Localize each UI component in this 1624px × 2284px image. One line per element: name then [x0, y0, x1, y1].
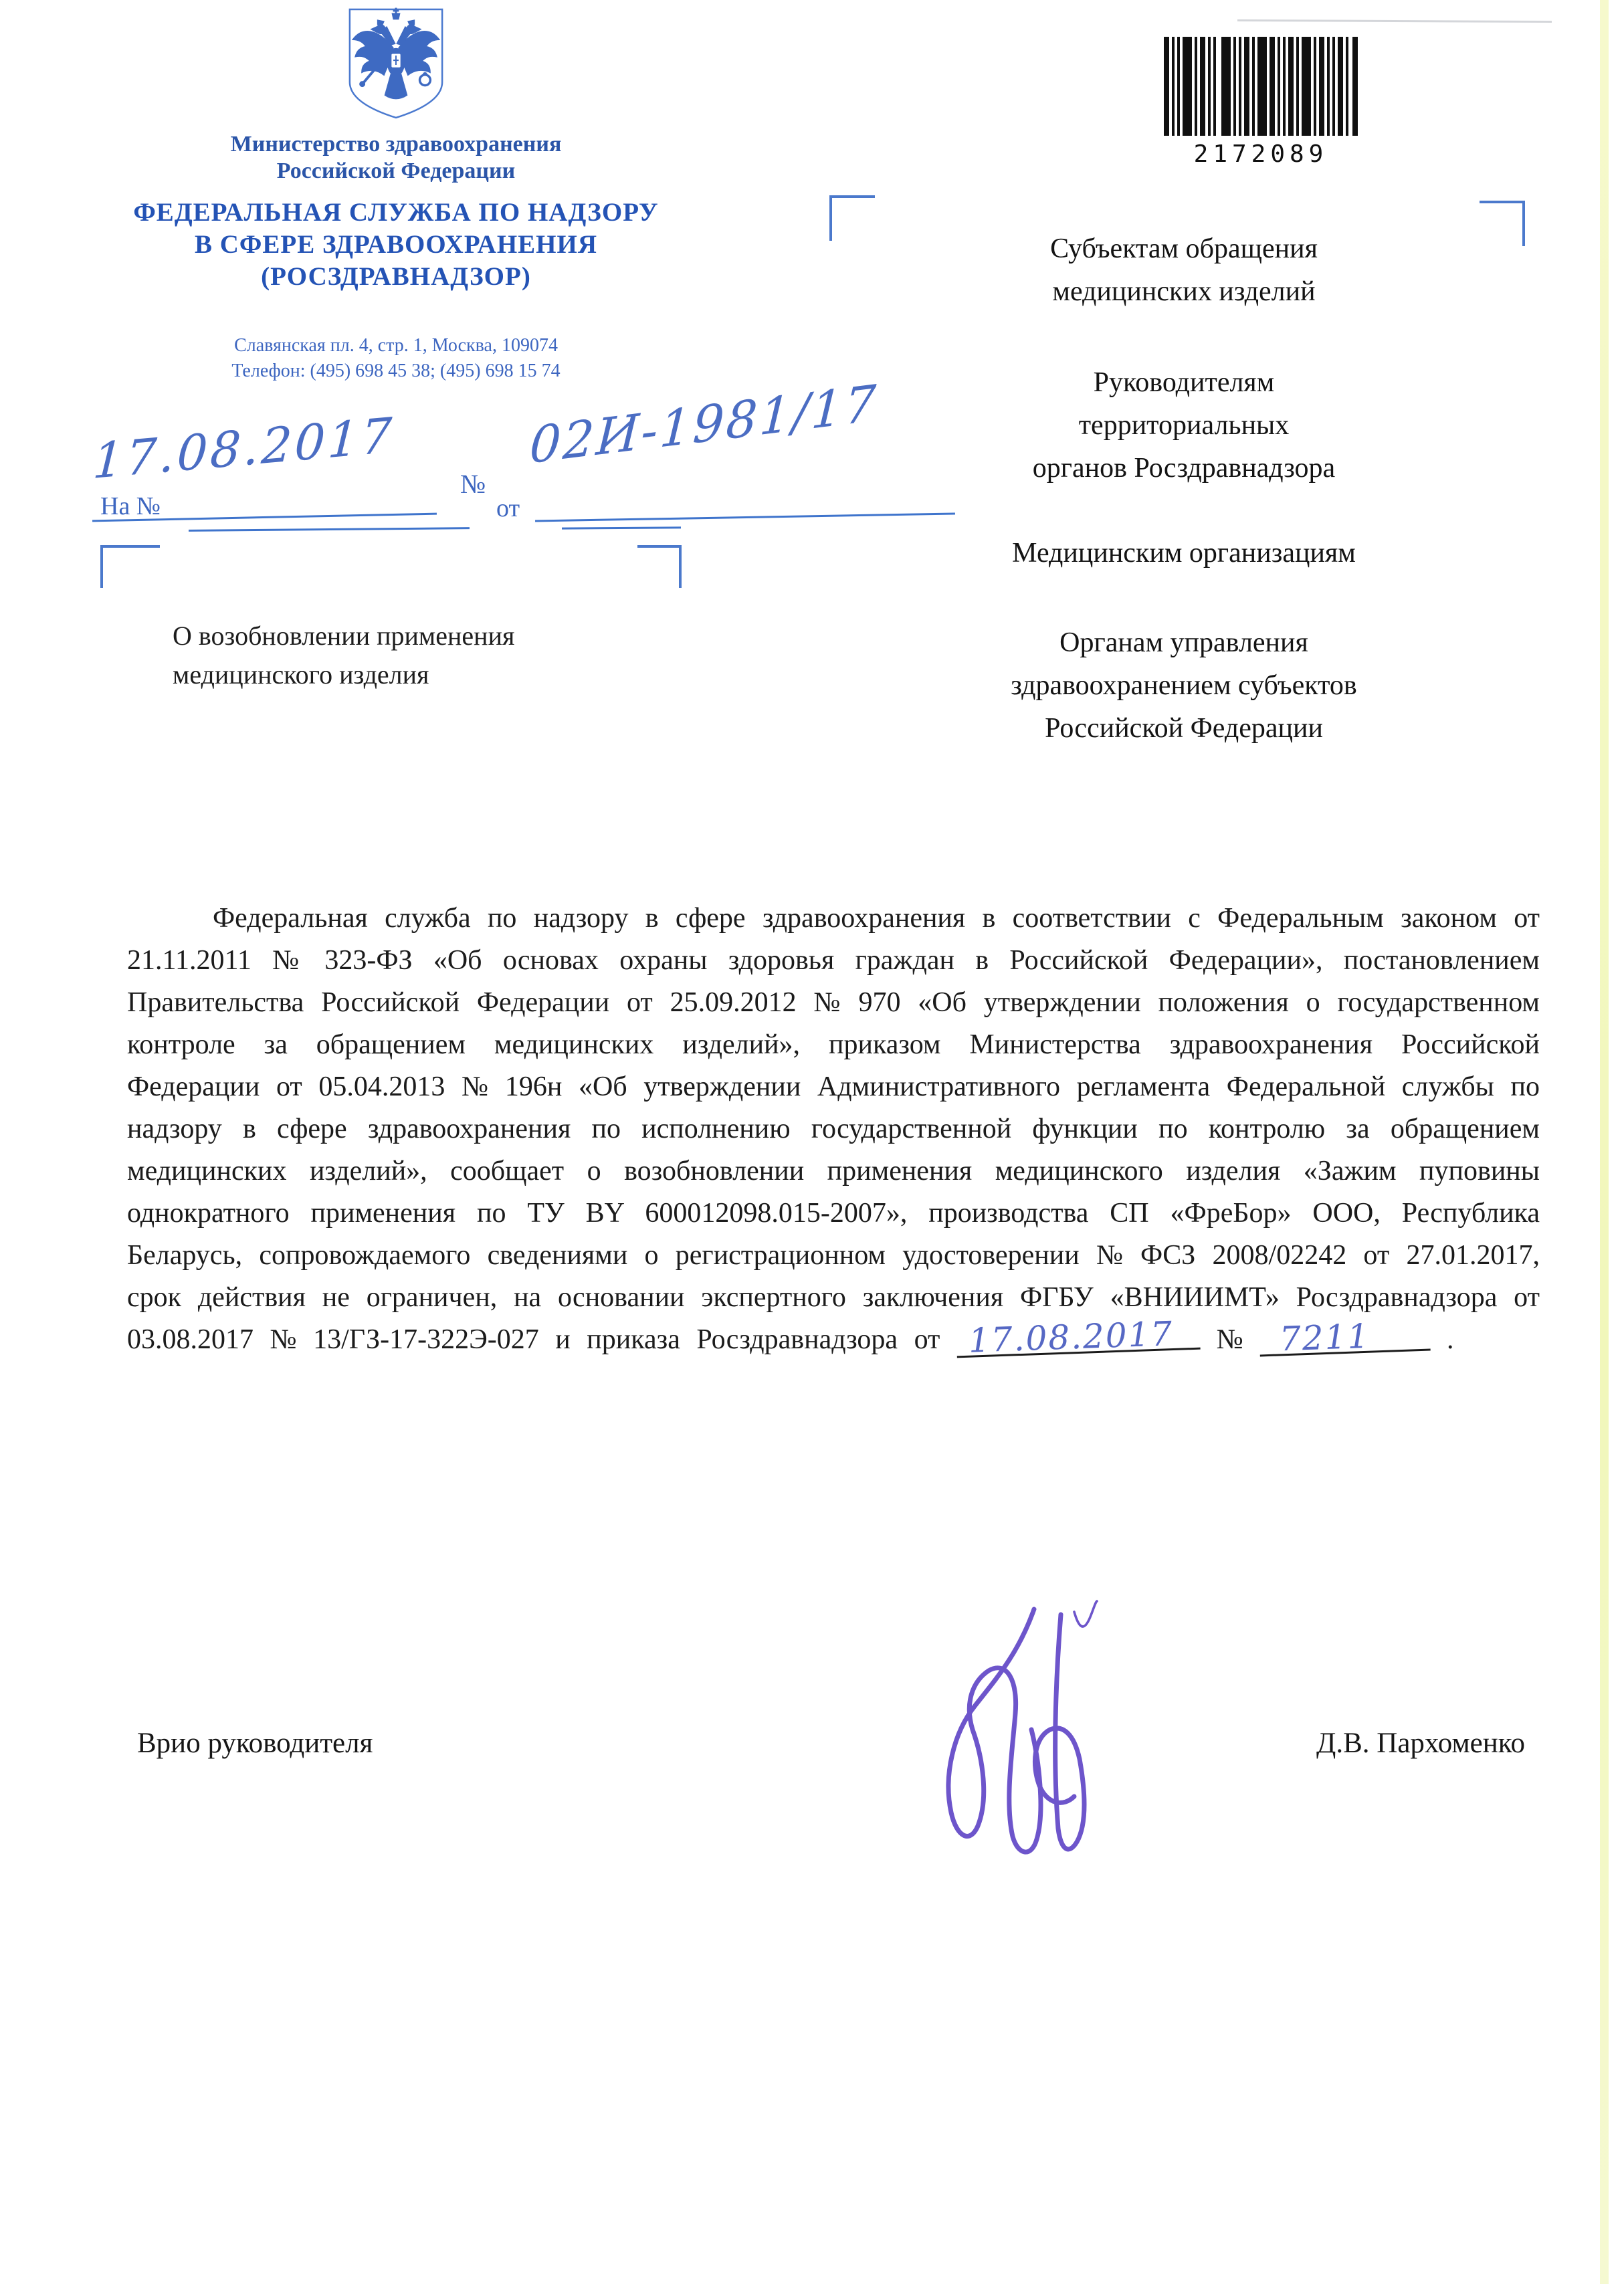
scan-artifact-line — [1237, 19, 1552, 23]
subject-line2: медицинского изделия — [173, 659, 429, 690]
letterhead — [95, 0, 697, 384]
addressee-line: Органам управления — [1059, 627, 1308, 658]
addressee-block-4 — [856, 621, 1512, 750]
service-name-line2: В СФЕРЕ ЗДРАВООХРАНЕНИЯ — [194, 230, 598, 259]
corner-mark-subject-left — [100, 545, 160, 588]
russia-coat-of-arms-icon — [343, 5, 449, 123]
scan-edge-strip — [1600, 0, 1609, 2284]
body-number-sign: № — [1216, 1324, 1243, 1355]
addressee-line: Руководителям — [1093, 367, 1275, 398]
ministry-name-line2: Российской Федерации — [276, 159, 516, 183]
service-name-line3: (РОСЗДРАВНАДЗОР) — [261, 262, 531, 291]
letterhead-address: Славянская пл. 4, стр. 1, Москва, 109074 — [234, 335, 558, 356]
from-underline — [562, 526, 681, 529]
addressee-line: территориальных — [1078, 410, 1290, 441]
handwritten-order-number: 7211 — [1259, 1321, 1431, 1357]
addressee-line: медицинских изделий — [1052, 276, 1316, 307]
from-label: от — [496, 494, 520, 522]
barcode-number: 2172089 — [1193, 140, 1328, 168]
corner-mark-subject-right — [637, 545, 682, 588]
addressee-block-3 — [856, 532, 1512, 575]
addressee-block-2 — [856, 361, 1512, 490]
addressee-line: органов Росздравнадзора — [1032, 453, 1336, 484]
addressee-line: Субъектам обращения — [1050, 233, 1318, 264]
in-reply-underline — [189, 527, 470, 532]
signer-position-title: Врио руководителя — [137, 1728, 373, 1759]
subject-block — [173, 617, 514, 694]
addressee-list — [856, 227, 1512, 750]
handwritten-outgoing-date: 17.08.2017 — [91, 406, 396, 490]
addressee-block-1 — [856, 227, 1512, 313]
barcode-block — [1160, 37, 1361, 168]
barcode-icon — [1164, 37, 1358, 136]
ministry-name-line1: Министерство здравоохранения — [230, 132, 562, 157]
handwritten-outgoing-number: 02И-1981/17 — [528, 374, 880, 476]
letter-body — [127, 898, 1540, 1361]
addressee-line: Медицинским организациям — [1012, 538, 1356, 568]
letterhead-phone: Телефон: (495) 698 45 38; (495) 698 15 74 — [231, 360, 561, 381]
number-sign-label: № — [460, 469, 486, 499]
body-main-text: Федеральная служба по надзору в сфере здравоохранения в соответствии с Федеральным законом от 21.11.2011 № 323-ФЗ «Об основах охраны здоровья граждан в Российской Федерации», постановлением Правительства Российской Федерации от 25.09.2012 № 970 «Об утверждении положения о государственном контроле за обращением медицинских изделий», приказом Министерства здравоохранения Российской Федерации от 05.04.2013 № 196н «Об утверждении Административного регламента Федеральной службы по надзору в сфере здравоохранения по исполнению государственной функции по контролю за обращением медицинских изделий», сообщает о возобновлении применения медицинского изделия «Зажим пуповины однократного применения по ТУ BY 600012098.015-2007», производства СП «ФреБор» ООО, Республика Беларусь, сопровождаемого сведениями о регистрационном удостоверении № ФСЗ 2008/02242 от 27.01.2017, срок действия не ограничен, на основании экспертного заключения ФГБУ «ВНИИИМТ» Росздравнадзора от 03.08.2017 № 13/ГЗ-17-322Э-027 и приказа Росздравнадзора от — [127, 903, 1540, 1355]
subject-line1: О возобновлении применения — [173, 621, 515, 651]
service-name-line1: ФЕДЕРАЛЬНАЯ СЛУЖБА ПО НАДЗОРУ — [133, 198, 659, 227]
in-reply-to-label: На № — [100, 492, 161, 520]
handwritten-order-date: 17.08.2017 — [956, 1320, 1201, 1358]
addressee-line: Российской Федерации — [1045, 713, 1323, 744]
signer-name: Д.В. Пархоменко — [1316, 1728, 1525, 1759]
body-period: . — [1446, 1324, 1454, 1355]
addressee-line: здравоохранением субъектов — [1011, 670, 1357, 701]
handwritten-signature-icon — [890, 1598, 1157, 1886]
